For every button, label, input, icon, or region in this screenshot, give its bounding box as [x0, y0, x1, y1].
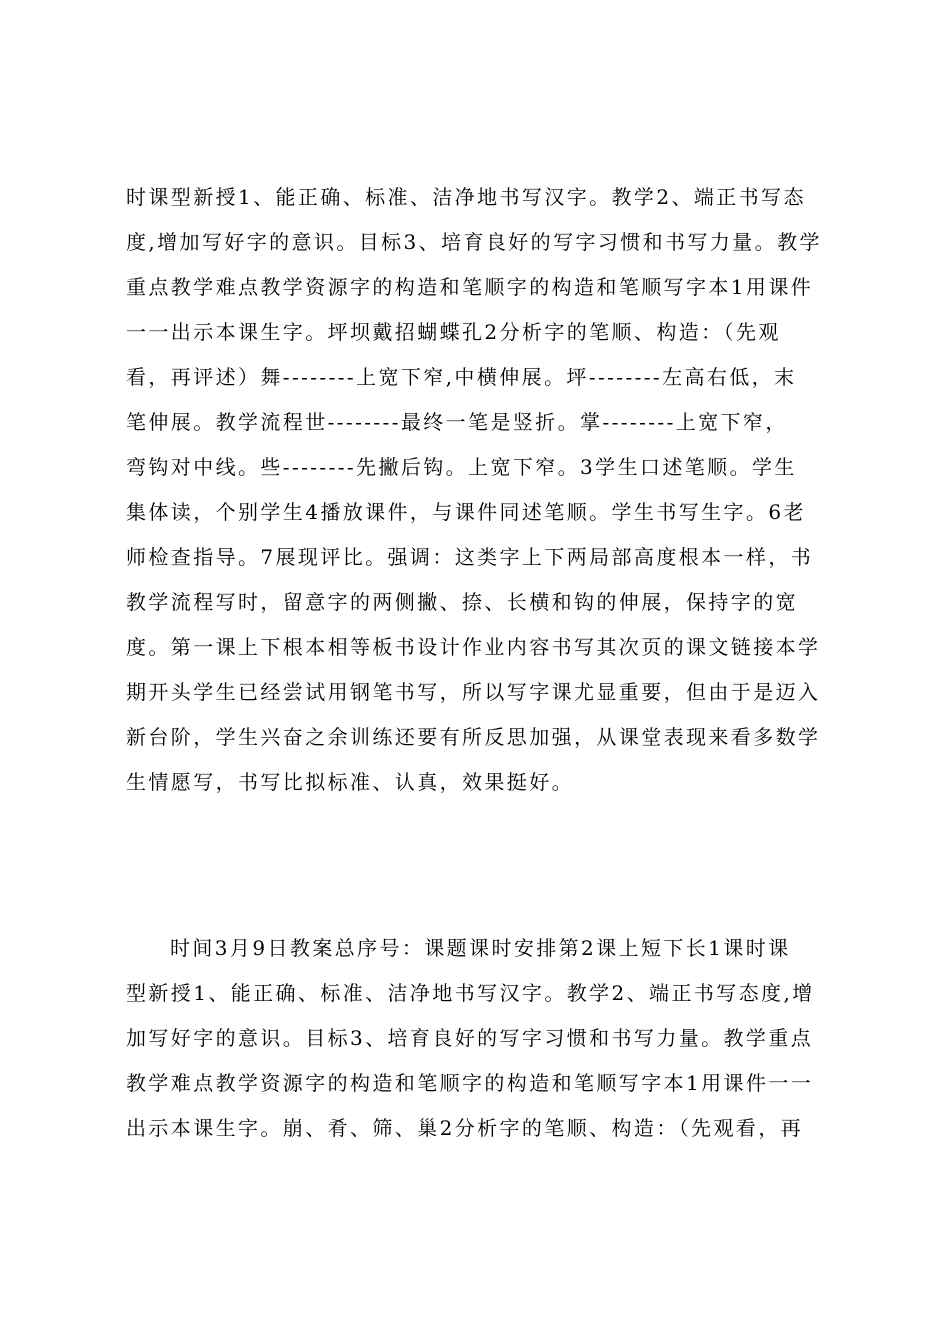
text-line: 看，再评述）舞--------上宽下窄,中横伸展。坪--------左高右低，末	[126, 365, 797, 389]
text-line: 师检查指导。7展现评比。强调：这类字上下两局部高度根本一样，书	[126, 545, 814, 569]
text-line: 时间3月9日教案总序号：课题课时安排第2课上短下长1课时课	[170, 936, 791, 960]
text-line: 笔伸展。教学流程世--------最终一笔是竖折。掌--------上宽下窄，	[126, 410, 788, 434]
text-line: 度,增加写好字的意识。目标3、培育良好的写字习惯和书写力量。教学	[126, 230, 822, 254]
text-line: 重点教学难点教学资源字的构造和笔顺字的构造和笔顺写字本1用课件	[126, 275, 814, 299]
text-line: 弯钩对中线。些--------先撇后钩。上宽下窄。3学生口述笔顺。学生	[126, 455, 797, 479]
paragraph-lesson-1	[126, 175, 836, 805]
text-line: 型新授1、能正确、标准、洁净地书写汉字。教学2、端正书写态度,增	[126, 981, 815, 1005]
text-line: 加写好字的意识。目标3、培育良好的写字习惯和书写力量。教学重点	[126, 1026, 814, 1050]
text-line: 新台阶，学生兴奋之余训练还要有所反思加强，从课堂表现来看多数学	[126, 725, 821, 749]
text-line: 生情愿写，书写比拟标准、认真，效果挺好。	[126, 770, 574, 794]
text-line: 教学难点教学资源字的构造和笔顺字的构造和笔顺写字本1用课件一一	[126, 1071, 814, 1095]
text-line: 时课型新授1、能正确、标准、洁净地书写汉字。教学2、端正书写态	[126, 185, 806, 209]
text-line: 期开头学生已经尝试用钢笔书写，所以写字课尤显重要，但由于是迈入	[126, 680, 821, 704]
text-line: 集体读，个别学生4播放课件，与课件同述笔顺。学生书写生字。6老	[126, 500, 806, 524]
text-line: 度。第一课上下根本相等板书设计作业内容书写其次页的课文链接本学	[126, 635, 821, 659]
text-line: 一一出示本课生字。坪坝戴招蝴蝶孔2分析字的笔顺、构造：（先观	[126, 320, 781, 344]
text-line: 教学流程写时，留意字的两侧撇、捺、长横和钩的伸展，保持字的宽	[126, 590, 798, 614]
paragraph-lesson-2	[126, 926, 836, 1151]
text-line: 出示本课生字。崩、肴、筛、巢2分析字的笔顺、构造：（先观看，再	[126, 1116, 804, 1140]
